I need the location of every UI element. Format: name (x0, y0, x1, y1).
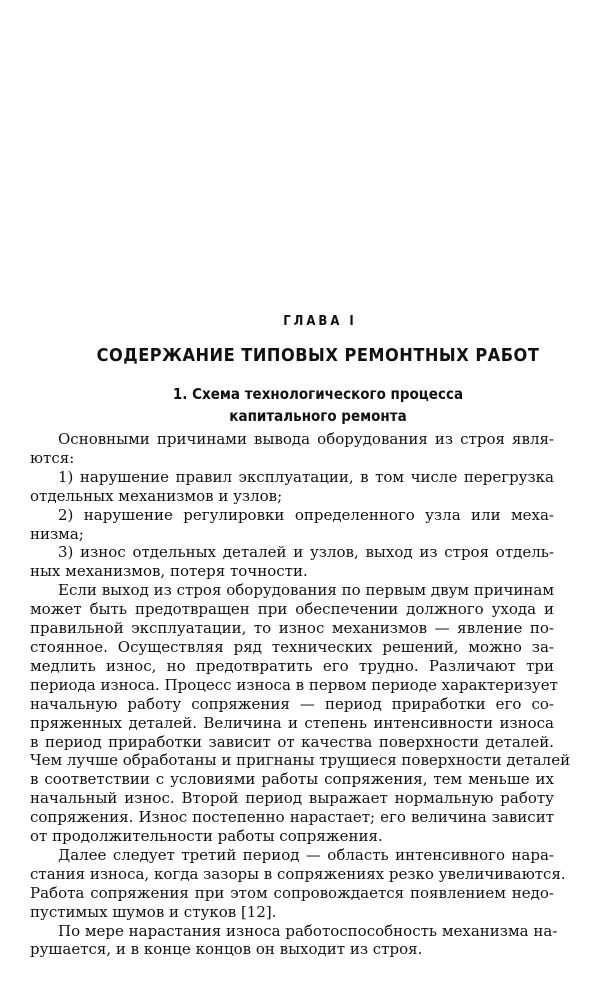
chapter-label: ГЛАВА I (283, 314, 357, 329)
paragraph (30, 467, 554, 506)
paragraph (30, 430, 554, 468)
text-line: 3) износ отдельных деталей и узлов, выход из строя отдель- (58, 543, 554, 562)
text-line: в соответствии с условиями работы сопряжения, тем меньше их (30, 770, 554, 789)
paragraph (30, 505, 554, 544)
section-title (18, 383, 600, 427)
text-line: начальную работу сопряжения — период приработки его со- (30, 694, 554, 713)
text-line: начальный износ. Второй период выражает нормальную работу (30, 789, 554, 808)
paragraph (30, 581, 571, 846)
paragraph (30, 543, 554, 581)
section-title-line-1: 1. Схема технологического процесса (172, 385, 464, 403)
text-line: 2) нарушение регулировки определенного узла или меха- (58, 505, 554, 524)
text-line: Если выход из строя оборудования по первым двум причинам (58, 581, 554, 600)
text-line: правильной эксплуатации, то износ механизмов — явление по- (30, 619, 554, 638)
text-line: пряженных деталей. Величина и степень интенсивности износа (30, 713, 554, 732)
text-line: По мере нарастания износа работоспособность механизма на- (58, 921, 558, 940)
text-line: ются: (30, 448, 75, 467)
paragraph (30, 921, 558, 960)
text-line: Чем лучше обработаны и пригнаны трущиеся поверхности деталей (30, 751, 571, 770)
text-line: стания износа, когда зазоры в сопряжениях резко увеличиваются. (30, 864, 566, 883)
text-line: сопряжения. Износ постепенно нарастает; его величина зависит (30, 808, 554, 827)
text-line: в период приработки зависит от качества поверхности деталей. (30, 732, 554, 751)
paragraph (30, 845, 566, 922)
chapter-title: СОДЕРЖАНИЕ ТИПОВЫХ РЕМОНТНЫХ РАБОТ (96, 345, 540, 366)
text-line: ных механизмов, потеря точности. (30, 562, 308, 581)
section-title-line-2: капитального ремонта (229, 407, 407, 425)
text-line: 1) нарушение правил эксплуатации, в том числе перегрузка (58, 467, 554, 486)
text-line: стоянное. Осуществляя ряд технических решений, можно за- (30, 637, 554, 656)
text-line: от продолжительности работы сопряжения. (30, 827, 383, 846)
text-line: медлить износ, но предотвратить его трудно. Различают три (30, 656, 554, 675)
body-text (30, 430, 571, 959)
text-line: Основными причинами вывода оборудования из строя явля- (58, 430, 554, 448)
text-line: низма; (30, 524, 84, 543)
text-line: периода износа. Процесс износа в первом периоде характеризует (30, 675, 558, 694)
text-line: рушается, и в конце концов он выходит из строя. (30, 940, 423, 959)
text-line: Далее следует третий период — область интенсивного нара- (58, 845, 554, 864)
text-line: Работа сопряжения при этом сопровождается появлением недо- (30, 883, 554, 902)
text-line: пустимых шумов и стуков [12]. (30, 902, 277, 921)
text-line: отдельных механизмов и узлов; (30, 486, 283, 505)
text-line: может быть предотвращен при обеспечении должного ухода и (30, 600, 554, 619)
